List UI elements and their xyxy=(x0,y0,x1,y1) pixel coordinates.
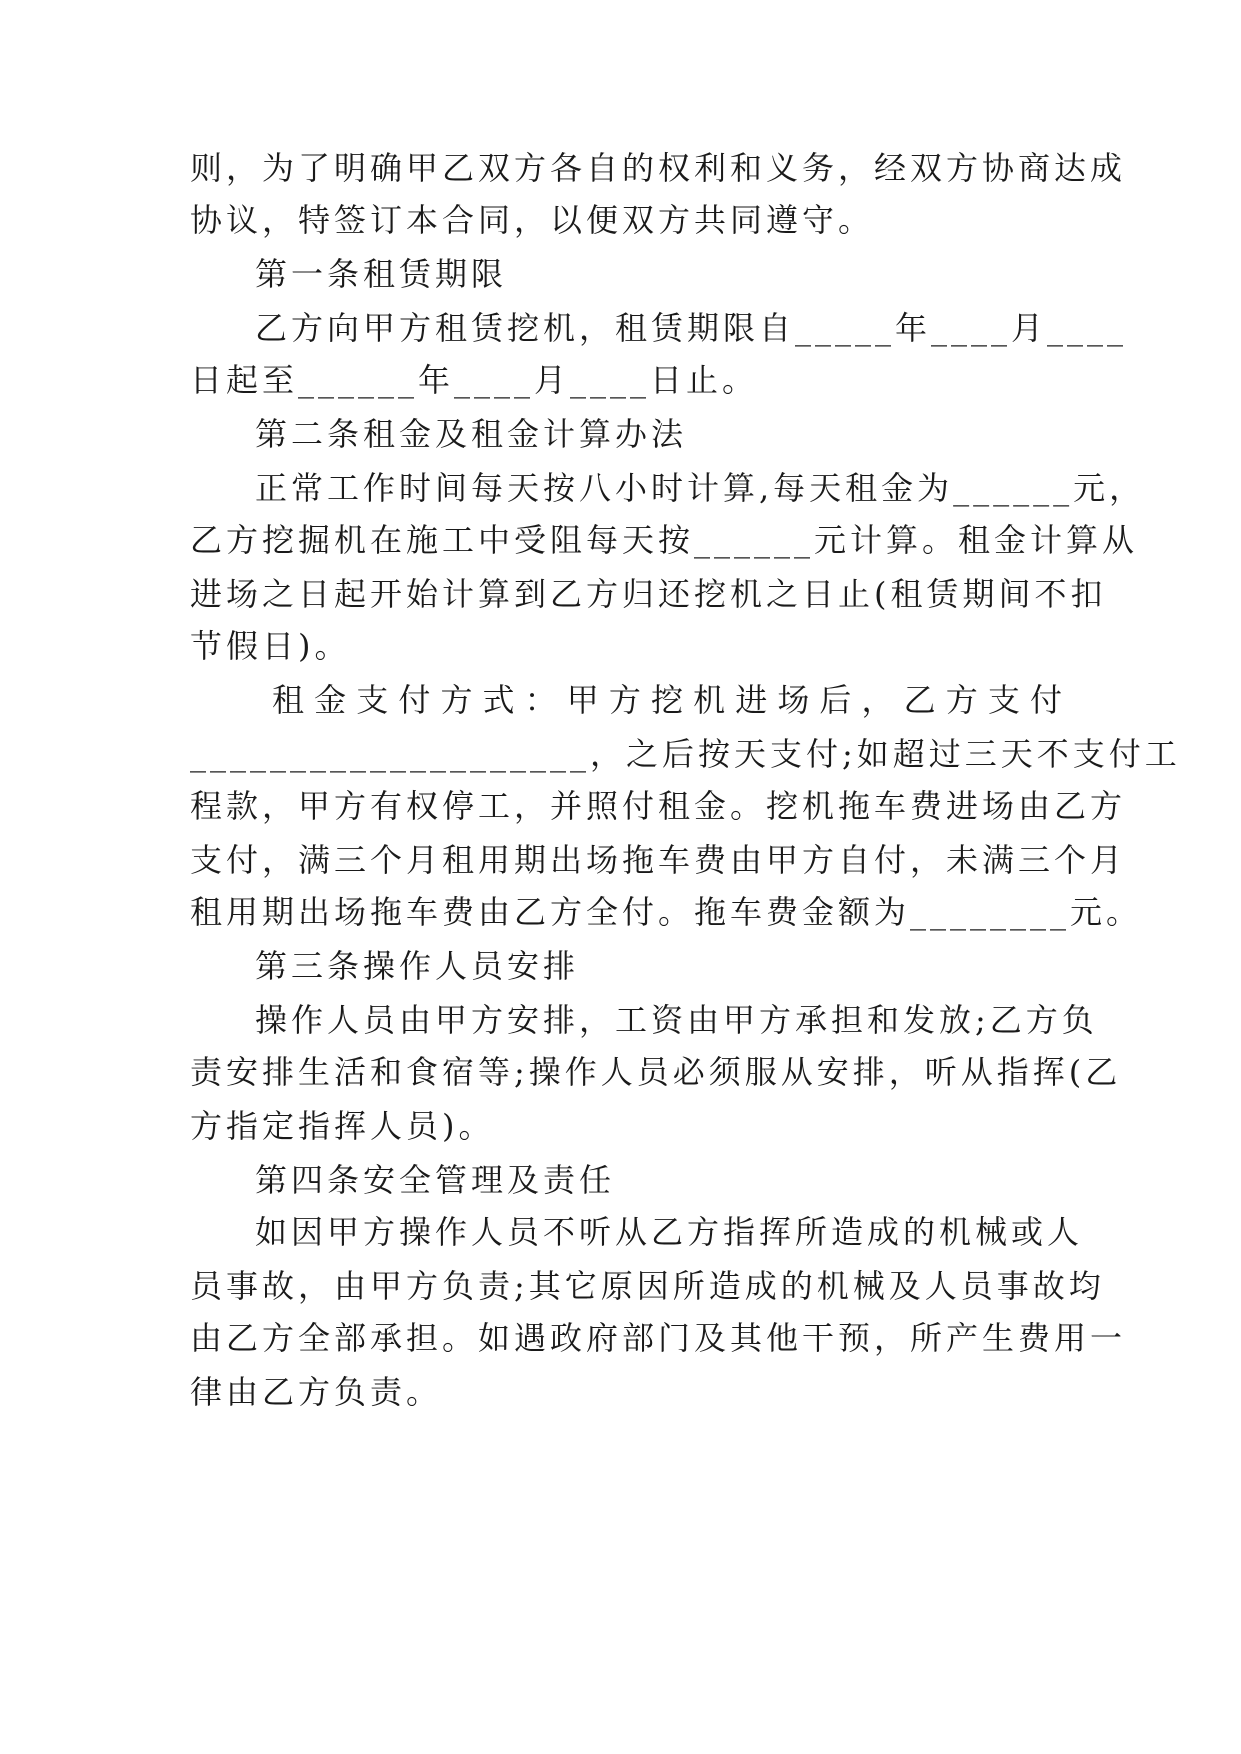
article-heading-1: 第一条租赁期限 xyxy=(255,255,508,293)
payment-method-char: 进 xyxy=(735,681,768,719)
article-heading-2: 第二条租金及租金计算办法 xyxy=(255,415,688,453)
paragraph-line: 由乙方全部承担。如遇政府部门及其他干预，所产生费用一 xyxy=(190,1319,1127,1357)
payment-method-char: ， xyxy=(861,681,894,719)
payment-method-char: 机 xyxy=(693,681,726,719)
payment-method-char: 金 xyxy=(314,681,347,719)
paragraph-line: 协议，特签订本合同，以便双方共同遵守。 xyxy=(190,201,875,239)
paragraph-line: 如因甲方操作人员不听从乙方指挥所造成的机械或人 xyxy=(255,1213,1084,1251)
payment-method-line xyxy=(272,680,1062,720)
payment-method-char: 后 xyxy=(819,681,852,719)
payment-method-char: 方 xyxy=(608,681,641,719)
article-heading-3: 第三条操作人员安排 xyxy=(255,947,580,985)
paragraph-line: 则，为了明确甲乙双方各自的权利和义务，经双方协商达成 xyxy=(190,149,1127,187)
paragraph-line: 程款，甲方有权停工，并照付租金。挖机拖车费进场由乙方 xyxy=(190,787,1127,825)
paragraph-line: 租用期出场拖车费由乙方全付。拖车费金额为________元。 xyxy=(190,893,1143,931)
paragraph-line: 日起至______年____月____日止。 xyxy=(190,361,759,399)
payment-method-char: 租 xyxy=(272,681,305,719)
paragraph-line: 乙方挖掘机在施工中受阻每天按______元计算。租金计算从 xyxy=(190,521,1139,559)
paragraph-line: 责安排生活和食宿等;操作人员必须服从安排，听从指挥(乙 xyxy=(190,1053,1122,1091)
payment-method-char: 乙 xyxy=(903,681,936,719)
paragraph-line: 方指定指挥人员)。 xyxy=(190,1107,495,1145)
payment-method-char: 挖 xyxy=(650,681,683,719)
payment-method-char: 付 xyxy=(1029,681,1062,719)
payment-method-char: 场 xyxy=(777,681,810,719)
paragraph-line: 律由乙方负责。 xyxy=(190,1373,443,1411)
payment-method-char: 支 xyxy=(356,681,389,719)
payment-method-char: 方 xyxy=(440,681,473,719)
paragraph-line: 支付，满三个月租用期出场拖车费由甲方自付，未满三个月 xyxy=(190,841,1127,879)
payment-method-char: 付 xyxy=(398,681,431,719)
paragraph-line: 操作人员由甲方安排，工资由甲方承担和发放;乙方负 xyxy=(255,1001,1098,1039)
payment-method-char: ： xyxy=(524,681,557,719)
paragraph-line: 员事故，由甲方负责;其它原因所造成的机械及人员事故均 xyxy=(190,1267,1105,1305)
paragraph-line: 进场之日起开始计算到乙方归还挖机之日止(租赁期间不扣 xyxy=(190,575,1107,613)
paragraph-line: 乙方向甲方租赁挖机，租赁期限自_____年____月____ xyxy=(255,309,1128,347)
paragraph-line: 正常工作时间每天按八小时计算,每天租金为______元， xyxy=(255,469,1146,507)
payment-method-char: 方 xyxy=(945,681,978,719)
article-heading-4: 第四条安全管理及责任 xyxy=(255,1161,616,1199)
payment-method-char: 甲 xyxy=(566,681,599,719)
payment-method-char: 支 xyxy=(987,681,1020,719)
payment-method-char: 式 xyxy=(482,681,515,719)
paragraph-line: 节假日)。 xyxy=(190,627,351,665)
paragraph-line: ____________________，之后按天支付;如超过三天不支付工 xyxy=(190,735,1181,773)
